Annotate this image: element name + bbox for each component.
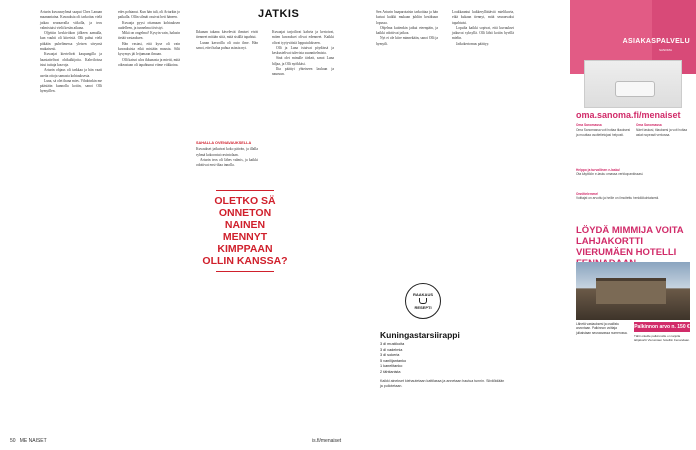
paragraph: Jatkokertomus päättyy. (456, 41, 490, 46)
ingredient: 3 dl sokeria (380, 353, 400, 358)
ad-headline: LÖYDÄ MIMMIJA VOITA LAHJAKORTTI VIERUMÄEN HOTELLI (576, 225, 684, 258)
cup-icon (419, 298, 427, 304)
article-column-3 (196, 30, 258, 169)
magazine-name: ME NAISET (19, 438, 47, 444)
paragraph: Ikkunan takana kävelevät ihmiset eivät tienneet mitään siitä, mitä sisällä tapahtui. (196, 30, 258, 40)
paragraph: Lunan kasvoilla oli outo ilme. Hän sanoi, ettei halua puhua asiasta nyt. (196, 40, 258, 50)
ad-url-link[interactable]: oma.sanoma.fi/menaiset (576, 110, 681, 120)
paragraph: Nyt ei ole kiire minnekään, sanoi Olli ja hymyili. (376, 36, 438, 46)
article-column-5 (376, 10, 438, 47)
ad-help-box (576, 168, 690, 177)
paragraph: Arturin teos oli lähes valmis, ja kaikki odottivat ensi-iltaa innolla. (196, 158, 258, 168)
paragraph: Ilta päättyi yhteiseen lauluun ja nauruun. (272, 67, 334, 77)
paragraph: Luna, sä olet ihana mies. Vihdoinkin me päästään kunnolla kotiin, sanoi Olli hymyillen. (40, 78, 103, 94)
paragraph: Olli katsoi ulos ikkunasta ja mietti, mitä oikeastaan oli tapahtunut viime viikkoina. (118, 57, 180, 67)
recipe-title: Kuningastarsiirappi (380, 330, 460, 340)
paragraph: Mikä on ongelma? Kysyin vain, halusin tietää vastauksen. (118, 31, 180, 41)
ingredient: 2 tähtianista (380, 369, 401, 374)
ad-column-text: Näet laskusi, tilauksesi ja voit hoitaa asiat nopeasti verkossa. (636, 128, 688, 137)
pull-quote (202, 190, 288, 272)
advertisement (570, 0, 696, 450)
chair-illustration (615, 81, 655, 97)
article-column-4 (272, 30, 334, 78)
ad-photo (584, 60, 682, 108)
recipe-box (380, 330, 506, 389)
footer-center: is.fi/menaiset (312, 438, 342, 444)
ingredient: 1 kanelitanko (380, 364, 403, 369)
ad-brand: ASIAKASPALVELU (622, 38, 690, 45)
paragraph: Ohjelma kuitenkin jatkui eteenpäin, ja kaikki odottivat jatkoa. (376, 25, 438, 36)
footer-left (10, 438, 47, 444)
ad-column (636, 123, 692, 137)
recipe-badge (405, 283, 441, 319)
ad-column-heading: Oma Sanomassa (636, 123, 662, 127)
ad-prize-text: Tähti oikeille palkinnoille on tarjolla lahjakortti Vierumäen hotelliin Fenandaan. (634, 334, 690, 343)
page-number-left: 50 (10, 438, 16, 444)
ingredient: 3 dl vadelmia (380, 347, 403, 352)
paragraph: Lopulta kaikki sopivat, että kuvaukset jatkuvat syksyllä. Olli lähti kotiin hyvillä mielin. (452, 25, 514, 41)
hotel-building (596, 278, 666, 304)
badge-line-1: RAAKAUS (413, 292, 433, 297)
paragraph: Kuvaajat kiertelivät kaupungilla ja haastattelivat ohikulkijoita. Kahviloissa istui tuttuja kasvoja. (40, 52, 102, 67)
ad-column (576, 123, 632, 137)
hotel-photo (576, 262, 690, 320)
ad-column-text: Oma Sanomassa voit hoitaa tilauksesi ja muuttaa osoitetietojasi helposti. (576, 128, 631, 137)
prize-value-badge: Palkinnon arvo n. 150 € (634, 324, 690, 330)
ad-columns (576, 123, 692, 137)
subheading: SAHALLA OVENAVAUKSELLA (196, 141, 252, 146)
ad-brand-sub: SANOMA (658, 48, 672, 52)
paragraph: Loukkaantui kukkeryllättäviä mielikuvia, eikä kukaan tiennyt, mitä seuraavaksi tapahtuisi. (452, 10, 514, 25)
ad-winners-heading: Onnittelemme! (576, 192, 599, 196)
paragraph: Oljyttiin keskiviikon jälkeen aamulla, kun vauhti oli kiireistä. Olli puhui vielä pitkään puhelimessa yleisen sävynsä mukaisesti. (40, 31, 102, 52)
paragraph: Kuvaaja pyysi ottamaan kohtauksen uudelleen, ja tunnelma tiivistyi. (118, 20, 180, 30)
paragraph: Arturin ohjaus oli tarkkaa ja hän vaati useita ottoja samasta kohtauksesta. (40, 68, 102, 78)
paragraph: Hän vastasi, että kyse oli vain kuvauksista eikä mistään muusta. Silti kysymys jäi leijumaan ilmaan. (118, 41, 180, 57)
paragraph: Sen Arturin haaparotaisin tarkoittaa ja hän kutsui kaikki mukaan juhliin kesäkuun lopussa. (376, 10, 438, 25)
section-title: JATKIS (258, 8, 300, 20)
paragraph: Kuvaajat tarjoilivat kahvia ja kertoivat, miten kuvaukset olivat edenneet. Kaikki olivat tyytyväisiä lopputulokseen. (272, 30, 334, 45)
article-column-2 (118, 10, 180, 68)
ad-help-heading: Helppo ja turvallinen e-lasku! (576, 168, 621, 172)
article-column-6 (452, 10, 514, 47)
pull-quote-text: OLETKO SÄ ONNETON NAINEN MENNYT KIMPPAAN OLLIN KANSSA? (202, 195, 288, 267)
ad-card-text: Lähetä vastauksesi ja osallistu arvontaan. Palkinnon voittaja julkaistaan seuraavassa numerossa. (576, 322, 628, 335)
ad-winners-box (576, 192, 690, 201)
badge-line-2: RESEPTI (414, 305, 432, 310)
paragraph: edes pohtanut. Kun hän tuli, oli Arturkin jo paikalla. Ollin silmät osuivat heti häneen. (118, 10, 180, 20)
ad-winners-text: Voittajat on arvottu ja heille on ilmoitettu henkilökohtaisesti. (576, 196, 660, 201)
ingredient-list (380, 342, 506, 376)
ingredient: 5 vanilijantanko (380, 358, 407, 363)
ad-help-text: Ota käyttöön e-lasku omassa verkkopankissasi. (576, 172, 644, 177)
paragraph: Arturin kuvausryhmä saapui Chez Lanaan maanantaina. Kuvauksia oli tarkoitus vielä jatkaa seuraavalla viikolla, ja teos valmistuisi vielä kesän aikana. (40, 10, 102, 30)
paragraph: Kuvaukset jatkuivat koko päivän, ja illalla ryhmä kokoontui ravintolaan. (196, 147, 258, 157)
ingredient: 3 dl mustikoita (380, 342, 405, 346)
article-column-1 (40, 10, 102, 95)
recipe-instructions: Kaikki ainekset kiehautetaan kattilassa ja annetaan hautua tunnin. Siivilöidään ja pullotetaan. (380, 378, 505, 388)
paragraph: Sinä olet minulle tärkeä, sanoi Luna hiljaa, ja Olli nyökkäsi. (272, 56, 334, 66)
divider (216, 271, 274, 272)
paragraph: Olli ja Luna istuivat pöydässä ja keskustelivat tulevista suunnitelmista. (272, 45, 334, 56)
ad-column-heading: Oma Sanomassa (576, 123, 602, 127)
